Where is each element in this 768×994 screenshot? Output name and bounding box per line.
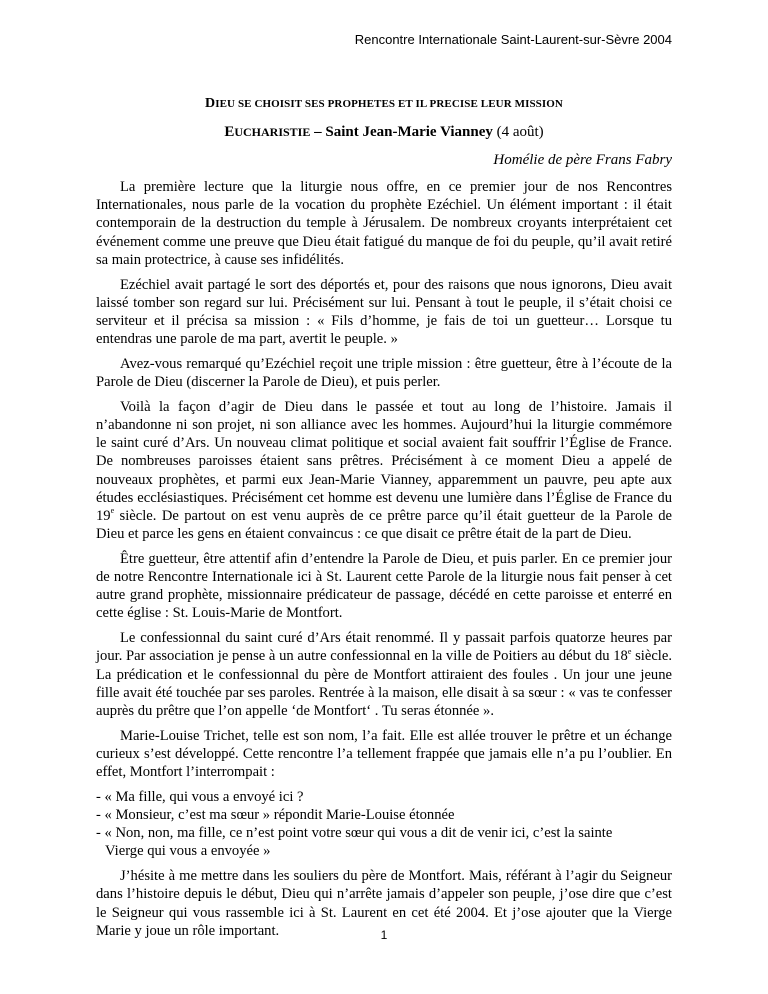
- author-line: Homélie de père Frans Fabry: [493, 152, 672, 168]
- paragraph: Avez-vous remarqué qu’Ezéchiel reçoit une triple mission : être guetteur, être à l’écoute de la Parole de Dieu (discerner la Parole de Dieu), et puis perler.: [96, 355, 672, 391]
- main-title: [0, 96, 768, 112]
- paragraph-text: Voilà la façon d’agir de Dieu dans le passée et tout au long de l’histoire. Jamais il n’abandonne ni son projet, ni son alliance avec les hommes. Aujourd’hui la liturgie commémore le saint curé d’Ars. Un nouveau climat politique et social avaient fait souffrir l’Église de France. De nombreuses paroisses étaient sans prêtres. Précisément à ce moment Dieu a appelé de nouveaux prophètes, et parmi eux Jean-Marie Vianney, apparemment un pauvre, peu apte aux études ecclésiastiques. Précisément cet homme est devenu une lumière dans l’Église de France du 19: [96, 398, 672, 524]
- subtitle-date: (4 août): [492, 124, 544, 140]
- homily-body: [96, 178, 672, 946]
- dialogue-line: - « Monsieur, c’est ma sœur » répondit Marie-Louise étonnée: [96, 807, 455, 823]
- page-number: 1: [380, 928, 388, 942]
- subtitle-caps: UCHARISTIE: [234, 125, 311, 139]
- paragraph-vianney: [96, 398, 672, 544]
- dialogue-line: - « Ma fille, qui vous a envoyé ici ?: [96, 788, 304, 805]
- title-initial: D: [205, 96, 216, 111]
- paragraph-text: siècle. De partout on est venu auprès de ce prêtre parce qu’il était guetteur de la Parole de Dieu et parce les gens en étaient convaincus : ce que disait ce prêtre était de la part de Dieu.: [96, 507, 672, 543]
- superscript: e: [627, 646, 632, 656]
- dialogue-line: - « Non, non, ma fille, ce n’est point votre sœur qui vous a dit de venir ici, c’est la sainte: [96, 825, 613, 842]
- dialogue-block: [96, 788, 672, 861]
- subtitle-initial: E: [224, 124, 235, 140]
- paragraph: Être guetteur, être attentif afin d’entendre la Parole de Dieu, et puis parler. En ce premier jour de notre Rencontre Internationale ici à St. Laurent cette Parole de la liturgie nous fait penser à cet autre grand prophète, missionnaire prédicateur de passage, décédé en cette paroisse et enterré en cette église : St. Louis-Marie de Montfort.: [96, 550, 672, 622]
- dialogue-line: Vierge qui vous a envoyée »: [105, 843, 271, 860]
- paragraph: J’hésite à me mettre dans les souliers du père de Montfort. Mais, référant à l’agir du Seigneur dans l’histoire depuis le début, Dieu qui n’arrête jamais d’appeler son peuple, j’ose dire que c’est le Seigneur qui vous rassemble ici à St. Laurent en cet été 2004. Et j’ose ajouter que la Vierge Marie y joue un rôle important.: [96, 868, 672, 939]
- superscript: e: [110, 506, 115, 516]
- paragraph: La première lecture que la liturgie nous offre, en ce premier jour de nos Rencontres Internationales, nous parle de la vocation du prophète Ezéchiel. Un élément important : il était contemporain de la destruction du temple à Jérusalem. De nombreux croyants interprétaient cet événement comme une preuve que Dieu était fatigué du manque de foi du peuple, qu’il avait retiré sa main protectrice, à cause ses infidélités.: [96, 179, 672, 268]
- running-header: Rencontre Internationale Saint-Laurent-sur-Sèvre 2004: [354, 32, 672, 47]
- paragraph-confessional: [96, 629, 672, 720]
- paragraph: Ezéchiel avait partagé le sort des déportés et, pour des raisons que nous ignorons, Dieu avait laissé tomber son regard sur lui. Précisément sur lui. Pensant à tout le peuple, il s’était choisi ce serviteur et il précisa sa mission : « Fils d’homme, je fais de toi un guetteur… Lorsque tu entendras une parole de ma part, avertit le peuple. »: [96, 276, 672, 348]
- subtitle-saint: – Saint Jean-Marie Vianney: [310, 124, 493, 140]
- paragraph: Marie-Louise Trichet, telle est son nom, l’a fait. Elle est allée trouver le prêtre et un échange curieux s’est développé. Cette rencontre l’a tellement frappée que jamais elle n’a pu l’oublier. En effet, Montfort l’interrompait :: [96, 727, 672, 781]
- title-rest: IEU SE CHOISIT SES PROPHETES ET IL PRECISE LEUR MISSION: [215, 98, 563, 110]
- paragraph-text: siècle. La prédication et le confessionnal du père de Montfort attiraient des foules . Un jour une jeune fille avait été touchée par ses paroles. Rentrée à la maison, elle disait à sa sœur : « vas te confesser auprès du prêtre que l’on appelle ‘de Montfort‘ . Tu seras étonnée ».: [96, 648, 672, 719]
- paragraph-text: Le confessionnal du saint curé d’Ars était renommé. Il y passait parfois quatorze heures par jour. Par association je pense à un autre confessionnal en la ville de Poitiers au début du 18: [96, 630, 672, 665]
- subtitle: [0, 124, 768, 141]
